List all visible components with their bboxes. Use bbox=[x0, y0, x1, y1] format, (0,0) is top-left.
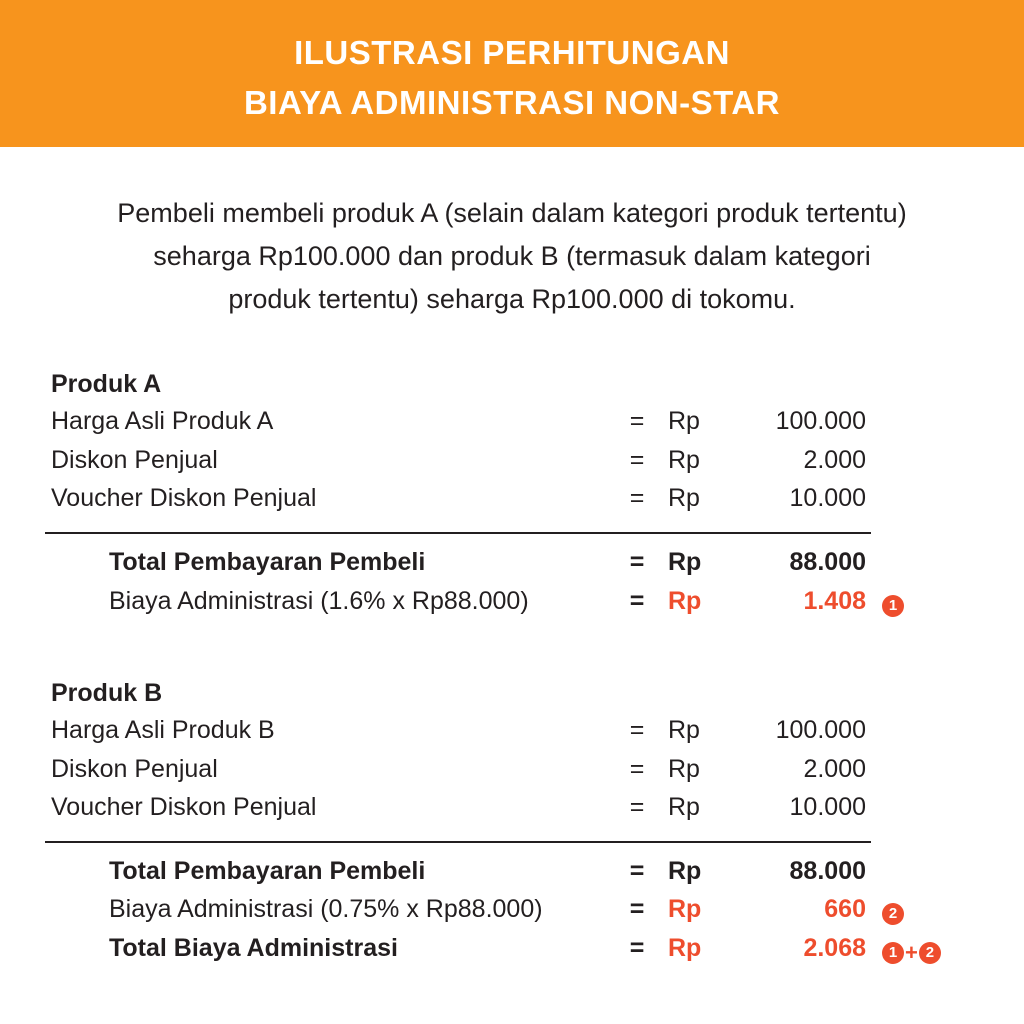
row-total-pembayaran-b bbox=[0, 857, 1024, 893]
equals-sign: = bbox=[629, 716, 645, 744]
row-label: Total Biaya Administrasi bbox=[109, 934, 398, 962]
divider-line bbox=[45, 841, 871, 843]
row-harga-asli-b bbox=[0, 716, 1024, 752]
row-label: Diskon Penjual bbox=[51, 446, 218, 474]
row-label: Total Pembayaran Pembeli bbox=[109, 857, 426, 885]
currency-label: Rp bbox=[668, 857, 702, 885]
row-label: Diskon Penjual bbox=[51, 755, 218, 783]
row-total-pembayaran-a bbox=[0, 548, 1024, 584]
row-diskon-penjual-a bbox=[0, 446, 1024, 482]
currency-label: Rp bbox=[668, 895, 702, 923]
row-label: Voucher Diskon Penjual bbox=[51, 484, 317, 512]
header-title-line2: BIAYA ADMINISTRASI NON-STAR bbox=[243, 84, 781, 121]
header-banner bbox=[0, 0, 1024, 147]
row-label: Voucher Diskon Penjual bbox=[51, 793, 317, 821]
currency-label: Rp bbox=[668, 934, 702, 962]
intro-paragraph bbox=[40, 192, 984, 321]
row-value: 10.000 bbox=[789, 793, 866, 821]
row-total-biaya-admin bbox=[0, 934, 1024, 970]
plus-sign: + bbox=[905, 940, 918, 966]
equals-sign: = bbox=[629, 895, 645, 923]
row-label: Biaya Administrasi (0.75% x Rp88.000) bbox=[109, 895, 543, 923]
number-badge: 2 bbox=[919, 942, 941, 964]
marker-group bbox=[882, 899, 904, 928]
equals-sign: = bbox=[629, 934, 645, 962]
divider-line bbox=[45, 532, 871, 534]
equals-sign: = bbox=[629, 446, 645, 474]
currency-label: Rp bbox=[668, 793, 700, 821]
row-value: 88.000 bbox=[789, 548, 866, 576]
header-title-line1: ILUSTRASI PERHITUNGAN bbox=[294, 34, 730, 71]
row-value: 10.000 bbox=[789, 484, 866, 512]
row-biaya-admin-a bbox=[0, 587, 1024, 623]
currency-label: Rp bbox=[668, 446, 700, 474]
intro-line: produk tertentu) seharga Rp100.000 di tokomu. bbox=[228, 284, 796, 314]
currency-label: Rp bbox=[668, 407, 700, 435]
row-value: 100.000 bbox=[775, 407, 866, 435]
section-title-produk-a: Produk A bbox=[51, 370, 162, 398]
row-diskon-penjual-b bbox=[0, 755, 1024, 791]
row-value: 660 bbox=[824, 895, 866, 923]
equals-sign: = bbox=[629, 857, 645, 885]
equals-sign: = bbox=[629, 755, 645, 783]
row-harga-asli-a bbox=[0, 407, 1024, 443]
intro-line: seharga Rp100.000 dan produk B (termasuk dalam kategori bbox=[153, 241, 871, 271]
row-value: 2.000 bbox=[803, 446, 866, 474]
equals-sign: = bbox=[629, 484, 645, 512]
currency-label: Rp bbox=[668, 484, 700, 512]
equals-sign: = bbox=[629, 793, 645, 821]
number-badge: 1 bbox=[882, 942, 904, 964]
row-label: Harga Asli Produk A bbox=[51, 407, 274, 435]
equals-sign: = bbox=[629, 407, 645, 435]
row-value: 88.000 bbox=[789, 857, 866, 885]
number-badge: 1 bbox=[882, 595, 904, 617]
row-value: 2.000 bbox=[803, 755, 866, 783]
currency-label: Rp bbox=[668, 755, 700, 783]
row-label: Total Pembayaran Pembeli bbox=[109, 548, 426, 576]
marker-group bbox=[882, 938, 941, 967]
number-badge: 2 bbox=[882, 903, 904, 925]
equals-sign: = bbox=[629, 587, 645, 615]
row-voucher-b bbox=[0, 793, 1024, 829]
row-value: 2.068 bbox=[803, 934, 866, 962]
row-biaya-admin-b bbox=[0, 895, 1024, 931]
marker-group bbox=[882, 591, 904, 620]
intro-line: Pembeli membeli produk A (selain dalam kategori produk tertentu) bbox=[117, 198, 907, 228]
row-label: Biaya Administrasi (1.6% x Rp88.000) bbox=[109, 587, 529, 615]
row-label: Harga Asli Produk B bbox=[51, 716, 275, 744]
row-value: 1.408 bbox=[803, 587, 866, 615]
row-value: 100.000 bbox=[775, 716, 866, 744]
currency-label: Rp bbox=[668, 587, 702, 615]
currency-label: Rp bbox=[668, 548, 702, 576]
row-voucher-a bbox=[0, 484, 1024, 520]
equals-sign: = bbox=[629, 548, 645, 576]
currency-label: Rp bbox=[668, 716, 700, 744]
section-title-produk-b: Produk B bbox=[51, 679, 163, 707]
